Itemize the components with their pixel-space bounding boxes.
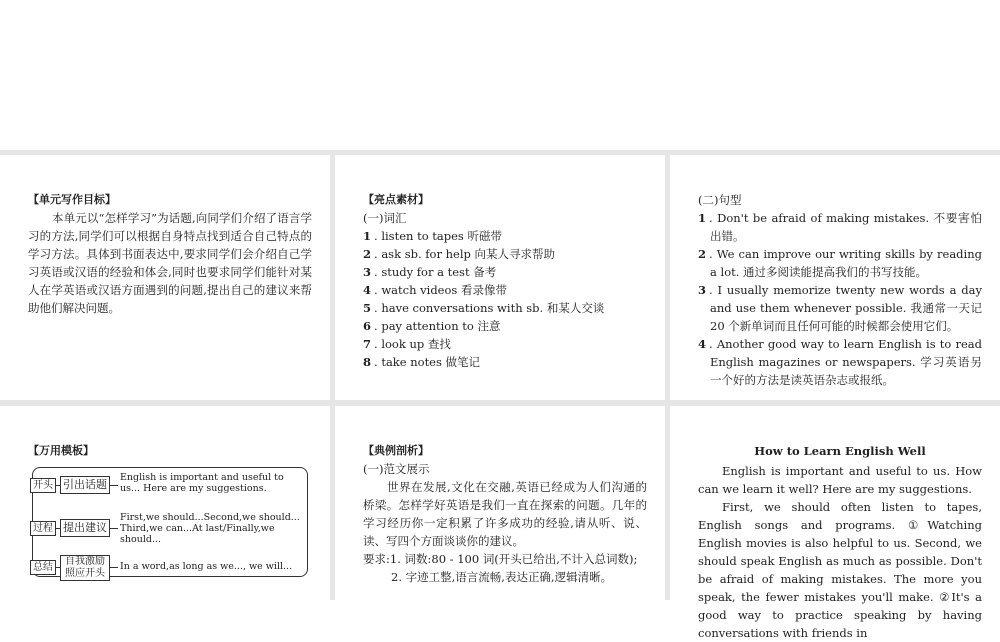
list-item: 2 . We can improve our writing skills by reading a lot. 通过多阅读能提高我们的书写技能。 (698, 247, 982, 279)
sample-subheading: (一)范文展示 (363, 462, 430, 476)
example-analysis-heading: 【典例剖析】 (363, 444, 429, 457)
stage-tag-opening: 开头 (30, 478, 56, 493)
list-item: 8 . take notes 做笔记 (363, 355, 481, 369)
stage-tag-summary: 总结 (30, 560, 56, 575)
task-description: 世界在发展,文化在交融,英语已经成为人们沟通的桥梁。怎样学好英语是我们一直在探索的问题。几年的学习经历你一定积累了许多成功的经验,请从听、说、读、写四个方面谈谈你的建议。 (363, 480, 647, 548)
list-item: 4 . watch videos 看录像带 (363, 283, 507, 297)
writing-goals-heading: 【单元写作目标】 (28, 193, 116, 206)
list-item: 7 . look up 查找 (363, 337, 451, 351)
requirement-line-1: 要求:1. 词数:80 - 100 词(开头已给出,不计入总词数); (363, 552, 638, 566)
stage-tag-process: 过程 (30, 521, 56, 536)
vocabulary-list (363, 227, 647, 371)
action-tag-encourage: 自我激励 照应开头 (60, 555, 110, 581)
connector-line (110, 567, 118, 568)
requirement-line-2: 2. 字迹工整,语言流畅,表达正确,逻辑清晰。 (391, 570, 613, 584)
action-tag-intro: 引出话题 (60, 476, 110, 494)
sentence-patterns-subheading: (二)句型 (698, 193, 742, 207)
model-essay-panel (670, 406, 1000, 640)
list-item: 3 . study for a test 备考 (363, 265, 497, 279)
list-item: 4 . Another good way to learn English is to read English magazines or newspapers. 学习英语另一个好的方法是读英语杂志或报纸。 (698, 337, 982, 387)
template-text-summary: In a word,as long as we..., we will... (120, 561, 293, 572)
universal-template-heading: 【万用模板】 (28, 444, 94, 457)
writing-goals-body: 本单元以“怎样学习”为话题,向同学们介绍了语言学习的方法,同学们可以根据自身特点找到适合自己特点的学习方法。具体到书面表达中,要求同学们会介绍自己学习英语或汉语的经验和体会,同时也要求同学们能针对某人在学英语或汉语方面遇到的问题,提出自己的建议来帮助他们解决问题。 (28, 211, 312, 315)
connector-line (110, 485, 118, 486)
template-text-opening: English is important and useful to us... Here are my suggestions. (120, 472, 284, 494)
list-item: 5 . have conversations with sb. 和某人交谈 (363, 301, 605, 315)
list-item: 2 . ask sb. for help 向某人寻求帮助 (363, 247, 556, 261)
essay-title: How to Learn English Well (754, 444, 926, 458)
template-diagram (28, 464, 308, 579)
template-text-process: First,we should...Second,we should... Third,we can...At last/Finally,we should... (120, 512, 300, 545)
sentence-patterns-panel (670, 155, 1000, 400)
universal-template-panel (0, 406, 330, 600)
list-item: 6 . pay attention to 注意 (363, 319, 501, 333)
highlight-materials-heading: 【亮点素材】 (363, 193, 429, 206)
connector-line (110, 528, 118, 529)
action-tag-suggest: 提出建议 (60, 519, 110, 537)
example-analysis-panel (335, 406, 665, 600)
highlight-materials-panel (335, 155, 665, 400)
list-item: 1 . listen to tapes 听磁带 (363, 229, 502, 243)
vocabulary-subheading: (一)词汇 (363, 211, 407, 225)
essay-paragraph-1: English is important and useful to us. How can we learn it well? Here are my suggestions. (698, 464, 982, 496)
list-item: 3 . I usually memorize twenty new words a day and use them whenever possible. 我通常一天记 20 个新单词而且任何可能的时候都会使用它们。 (698, 283, 982, 333)
list-item: 1 . Don't be afraid of making mistakes. 不要害怕出错。 (698, 211, 982, 243)
writing-goals-panel (0, 155, 330, 400)
essay-paragraph-2: First, we should often listen to tapes, English songs and programs. ①Watching English movies is also helpful to us. Second, we should speak English as much as possible. Don't be afraid of making mistakes. The more you speak, the fewer mistakes you'll make. ②It's a good way to practice speaking by having conversations with friends in (698, 500, 982, 640)
